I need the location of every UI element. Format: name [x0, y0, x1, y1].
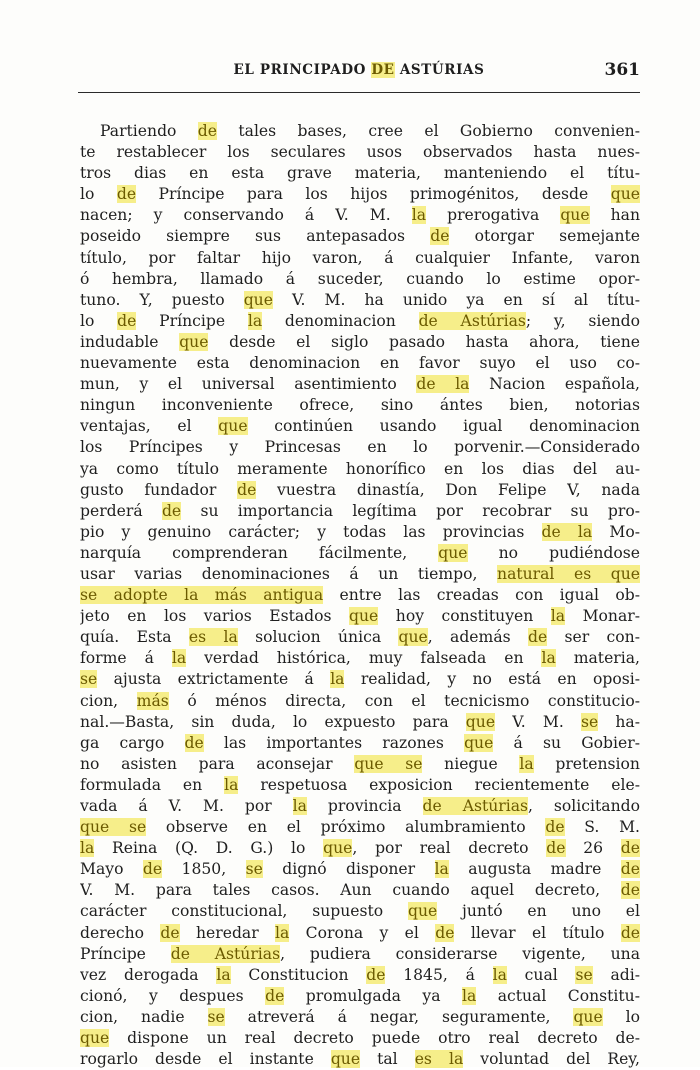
highlighted-word: la — [330, 670, 345, 689]
highlighted-word: la — [492, 965, 507, 984]
highlighted-word: que — [407, 902, 438, 921]
text-segment: , además — [427, 628, 528, 647]
highlighted-word: la — [461, 986, 477, 1005]
highlighted-word: de la — [416, 375, 470, 394]
highlighted-word: se — [575, 965, 593, 984]
highlighted-word: la — [292, 797, 307, 815]
text-segment: narquía comprenderan fácilmente, — [80, 543, 439, 562]
text-segment: provincia — [306, 797, 423, 815]
text-segment: Constitucion — [230, 965, 367, 984]
text-segment: poseido siempre sus antepasados — [80, 227, 431, 246]
text-segment: desde el siglo pasado hasta ahora, tiene — [208, 332, 640, 351]
text-segment: jeto en los varios Estados — [80, 607, 350, 626]
text-line — [80, 901, 640, 922]
text-segment: realidad, y no está en oposi- — [344, 670, 640, 689]
text-line — [80, 501, 640, 522]
text-segment: llevar el título — [454, 923, 621, 942]
text-line — [80, 880, 640, 901]
highlighted-word: la — [224, 775, 239, 794]
text-line — [80, 712, 640, 733]
highlighted-word: se — [80, 670, 98, 689]
text-line — [80, 859, 640, 880]
text-line — [80, 669, 640, 690]
highlighted-word: es la — [188, 628, 238, 647]
header-rule — [78, 92, 640, 93]
highlighted-word: más — [136, 691, 169, 710]
highlighted-word: de Astúrias — [422, 797, 529, 815]
text-line — [80, 965, 640, 986]
highlighted-word: de — [527, 628, 548, 647]
highlighted-word: que — [465, 712, 496, 731]
text-line — [80, 585, 640, 606]
text-line — [80, 184, 640, 205]
highlighted-word: la — [275, 923, 290, 942]
text-segment: lo — [80, 311, 118, 330]
text-line — [80, 269, 640, 290]
highlighted-word: la — [216, 965, 231, 984]
text-segment: vez derogada — [80, 965, 217, 984]
text-segment: indudable — [80, 332, 180, 351]
text-segment: cion, — [80, 691, 137, 710]
text-segment: Príncipe para los hijos primogénitos, desde — [136, 185, 611, 204]
highlighted-word: que se — [354, 754, 423, 773]
text-segment: augusta madre — [448, 860, 621, 879]
text-line — [80, 437, 640, 458]
text-segment: ga cargo — [80, 733, 185, 752]
text-segment: Príncipe — [136, 311, 248, 330]
text-segment: denominacion — [262, 311, 419, 330]
text-line — [80, 332, 640, 353]
text-segment: tuno. Y, puesto — [80, 290, 244, 309]
text-segment: nal.—Basta, sin duda, lo expuesto para — [80, 712, 466, 731]
text-segment: cual — [506, 965, 576, 984]
text-segment: vada á V. M. por — [80, 797, 293, 815]
text-line — [80, 205, 640, 226]
highlighted-word: de — [117, 311, 137, 330]
text-segment: no pudiéndose — [467, 543, 640, 562]
text-segment: derecho — [80, 923, 161, 942]
text-line — [80, 775, 640, 796]
text-segment: ajusta extrictamente á — [97, 670, 331, 689]
highlighted-word: de — [620, 860, 640, 879]
text-segment: promulgada ya — [284, 986, 462, 1005]
text-segment: quía. Esta — [80, 628, 189, 647]
highlighted-word: la — [411, 206, 427, 225]
text-segment: á su Gobier- — [493, 733, 640, 752]
highlighted-word: que — [80, 1029, 110, 1048]
text-segment: pio y genuino carácter; y todas las provincias — [80, 522, 542, 541]
highlighted-word: que — [610, 185, 640, 204]
text-line — [80, 480, 640, 501]
highlighted-word: de — [197, 122, 218, 140]
highlighted-word: de — [237, 480, 257, 499]
highlighted-word: que se — [80, 818, 147, 837]
text-segment: dignó disponer — [262, 860, 435, 879]
text-line — [80, 1007, 640, 1028]
text-segment: niegue — [422, 754, 520, 773]
text-line — [80, 543, 640, 564]
highlighted-word: que — [398, 628, 428, 647]
text-segment: S. M. — [564, 818, 640, 837]
text-segment: actual Constitu- — [476, 986, 640, 1005]
highlighted-word: de — [546, 839, 566, 858]
text-segment: ventajas, el — [80, 417, 219, 436]
text-segment: usar varias denominaciones á un tiempo, — [80, 564, 498, 583]
text-line — [80, 606, 640, 627]
text-line — [80, 290, 640, 311]
text-line — [80, 353, 640, 374]
highlighted-word: la — [519, 754, 534, 773]
highlighted-word: de — [142, 860, 163, 879]
text-segment: 1850, — [162, 860, 246, 879]
text-line — [80, 564, 640, 585]
text-segment: adi- — [592, 965, 640, 984]
text-segment: V. M. para tales casos. Aun cuando aquel decreto, — [80, 881, 621, 900]
text-segment: hoy constituyen — [378, 607, 551, 626]
highlighted-word: de la — [541, 522, 593, 541]
text-line — [80, 944, 640, 965]
text-segment: rogarlo desde el instante — [80, 1050, 331, 1069]
highlighted-word: que — [323, 839, 353, 858]
text-line — [80, 838, 640, 859]
text-segment: Monar- — [565, 607, 640, 626]
text-segment: mun, y el universal asentimiento — [80, 375, 417, 394]
highlighted-word: que — [438, 543, 468, 562]
highlighted-word: es la — [414, 1050, 464, 1069]
text-segment: , por real decreto — [352, 839, 547, 858]
text-line — [80, 395, 640, 416]
text-segment: vuestra dinastía, Don Felipe V, nada — [256, 480, 640, 499]
text-line — [80, 691, 640, 712]
highlighted-word: de — [545, 818, 565, 837]
text-segment: cionó, y despues — [80, 986, 266, 1005]
highlighted-word: natural es que — [497, 564, 640, 583]
text-segment: Corona y el — [289, 923, 436, 942]
highlighted-word: de — [161, 501, 182, 520]
highlighted-word: que — [179, 332, 209, 351]
text-segment: perderá — [80, 501, 162, 520]
text-segment: materia, — [555, 649, 640, 668]
text-segment: , pudiera considerarse vigente, una — [280, 944, 640, 963]
text-segment: ya como título meramente honorífico en los dias del au- — [80, 459, 640, 478]
text-line — [80, 374, 640, 395]
text-segment: carácter constitucional, supuesto — [80, 902, 408, 921]
text-segment: nacen; y conservando á V. M. — [80, 206, 412, 225]
text-line — [80, 163, 640, 184]
running-title-part: EL PRINCIPADO — [233, 62, 372, 78]
text-segment: formulada en — [80, 775, 225, 794]
text-segment: atreverá á negar, seguramente, — [224, 1007, 574, 1026]
highlighted-word: de — [116, 185, 137, 204]
highlighted-word: la — [541, 649, 556, 668]
text-segment: V. M. ha unido ya en sí al títu- — [272, 290, 640, 309]
text-line — [80, 923, 640, 944]
text-segment: respetuosa exposicion recientemente ele- — [238, 775, 640, 794]
text-segment: lo — [602, 1007, 640, 1026]
text-segment: tal — [360, 1050, 415, 1069]
text-segment: ó hembra, llamado á suceder, cuando lo estime opor- — [80, 269, 640, 288]
text-segment: V. M. — [495, 712, 581, 731]
text-segment: 26 — [565, 839, 621, 858]
running-title — [78, 62, 640, 78]
text-segment: las importantes razones — [203, 733, 465, 752]
highlighted-word: que — [573, 1007, 603, 1026]
text-line — [80, 817, 640, 838]
text-segment: Nacion española, — [469, 375, 640, 394]
text-segment: ningun inconveniente ofrece, sino ántes bien, notorias — [80, 396, 640, 415]
text-segment: , solicitando — [528, 797, 640, 815]
highlighted-word: de Astúrias — [418, 311, 526, 330]
highlighted-word: de — [620, 923, 640, 942]
text-segment: nuevamente esta denominacion en favor suyo el uso co- — [80, 354, 640, 373]
text-line — [80, 459, 640, 480]
text-segment: Partiendo — [100, 122, 198, 140]
text-segment: otorgar semejante — [449, 227, 640, 246]
highlighted-word: de Astúrias — [170, 944, 281, 963]
text-segment: pretension — [533, 754, 640, 773]
text-segment: no asisten para aconsejar — [80, 754, 355, 773]
running-title-highlight: DE — [371, 62, 395, 78]
highlighted-word: se — [245, 860, 263, 879]
text-segment: lo — [80, 185, 117, 204]
highlighted-word: de — [620, 881, 640, 900]
text-segment: gusto fundador — [80, 480, 238, 499]
highlighted-word: que — [243, 290, 273, 309]
text-segment: Mo- — [592, 522, 640, 541]
text-segment: ó ménos directa, con el tecnicismo constitucio- — [168, 691, 640, 710]
text-segment: observe en el próximo alumbramiento — [146, 818, 546, 837]
text-segment: título, por faltar hijo varon, á cualquier Infante, varon — [80, 248, 640, 267]
text-line — [80, 416, 640, 437]
text-segment: forme á — [80, 649, 172, 668]
highlighted-word: que — [464, 733, 494, 752]
highlighted-word: de — [265, 986, 285, 1005]
highlighted-word: que — [330, 1050, 361, 1069]
text-line — [80, 522, 640, 543]
highlighted-word: de — [435, 923, 455, 942]
highlighted-word: de — [184, 733, 204, 752]
highlighted-word: que — [349, 607, 379, 626]
body-text — [80, 121, 640, 1070]
highlighted-word: se adopte la más antigua — [80, 586, 324, 605]
text-line — [80, 142, 640, 163]
highlighted-word: de — [620, 839, 640, 858]
text-line — [80, 986, 640, 1007]
highlighted-word: la — [80, 839, 95, 858]
text-segment: te restablecer los seculares usos observados hasta nues- — [80, 143, 640, 162]
text-segment: ser con- — [547, 628, 640, 647]
highlighted-word: que — [560, 206, 590, 225]
text-line — [80, 754, 640, 775]
text-line — [80, 796, 640, 817]
text-segment: 1845, á — [385, 965, 493, 984]
text-line — [80, 121, 640, 142]
highlighted-word: de — [160, 923, 180, 942]
page-number: 361 — [604, 60, 640, 80]
text-segment: tros dias en esta grave materia, manteniendo el títu- — [80, 164, 640, 183]
text-segment: dispone un real decreto puede otro real decreto de- — [109, 1029, 640, 1048]
text-line — [80, 248, 640, 269]
highlighted-word: de — [430, 227, 450, 246]
text-segment: voluntad del Rey, — [463, 1050, 640, 1069]
text-segment: heredar — [179, 923, 276, 942]
highlighted-word: la — [247, 311, 263, 330]
text-line — [80, 226, 640, 247]
text-segment: ha- — [598, 712, 640, 731]
text-line — [80, 648, 640, 669]
text-segment: entre las creadas con igual ob- — [323, 586, 640, 605]
text-line — [80, 627, 640, 648]
text-segment: juntó en uno el — [437, 902, 640, 921]
running-head — [78, 60, 640, 82]
text-segment: su importancia legítima por recobrar su pro- — [181, 501, 640, 520]
text-segment: Reina (Q. D. G.) lo — [94, 839, 324, 858]
highlighted-word: que — [218, 417, 248, 436]
text-line — [80, 311, 640, 332]
running-title-part: ASTÚRIAS — [394, 62, 485, 78]
text-line — [80, 733, 640, 754]
text-segment: solucion única — [237, 628, 399, 647]
text-line — [80, 1028, 640, 1049]
highlighted-word: la — [434, 860, 449, 879]
text-segment: verdad histórica, muy falseada en — [186, 649, 542, 668]
text-segment: los Príncipes y Princesas en lo porvenir.—Considerado — [80, 438, 640, 457]
highlighted-word: la — [171, 649, 187, 668]
text-segment: prerogativa — [426, 206, 561, 225]
highlighted-word: de — [366, 965, 386, 984]
text-segment: tales bases, cree el Gobierno convenien- — [217, 122, 640, 140]
text-segment: cion, nadie — [80, 1007, 208, 1026]
text-segment: continúen usando igual denominacion — [247, 417, 640, 436]
text-segment: ; y, siendo — [525, 311, 640, 330]
highlighted-word: se — [580, 712, 599, 731]
text-segment: han — [589, 206, 640, 225]
highlighted-word: se — [207, 1007, 225, 1026]
highlighted-word: la — [550, 607, 566, 626]
text-segment: Mayo — [80, 860, 143, 879]
text-segment: Príncipe — [80, 944, 171, 963]
